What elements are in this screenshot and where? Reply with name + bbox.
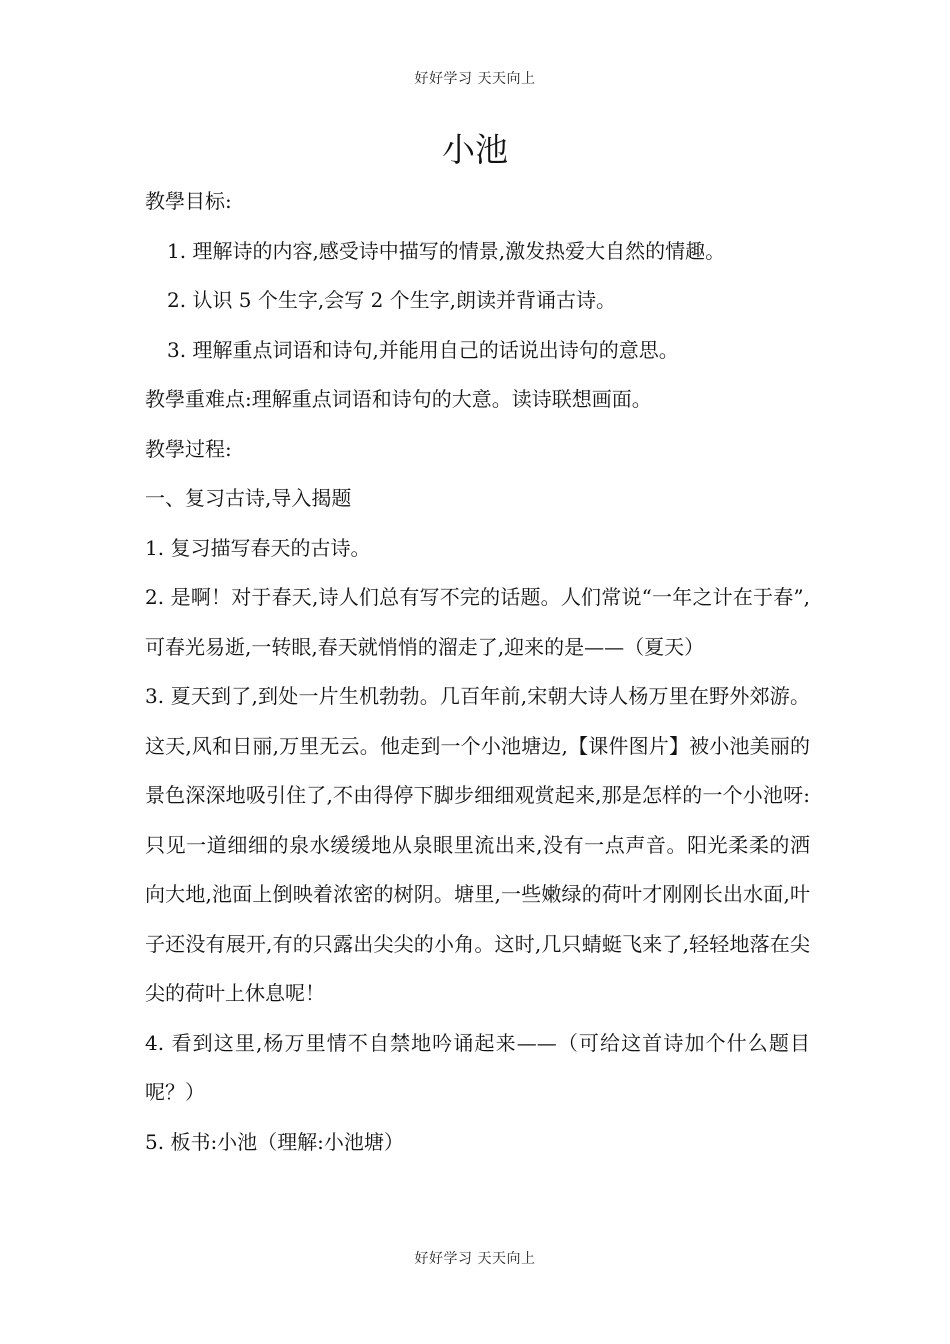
document-body — [145, 177, 810, 1167]
section-heading-process: 教學过程: — [145, 436, 232, 461]
section-heading-objectives: 教學目标: — [145, 189, 232, 213]
document-title: 小池 — [442, 130, 508, 169]
process-paragraph-1: 1. 复习描写春天的古诗。 — [145, 535, 371, 560]
section-heading-key-points: 教學重难点:理解重点词语和诗句的大意。读诗联想画面。 — [145, 387, 652, 411]
process-paragraph-4: 4. 看到这里,杨万里情不自禁地吟诵起来——（可给这首诗加个什么题目呢？） — [145, 1030, 810, 1104]
objective-item-1: 1. 理解诗的内容,感受诗中描写的情景,激发热爱大自然的情趣。 — [167, 238, 726, 263]
page-footer: 好好学习 天天向上 — [414, 1251, 536, 1267]
process-step-heading: 一、复习古诗,导入揭题 — [145, 486, 352, 510]
process-paragraph-5: 5. 板书:小池（理解:小池塘） — [145, 1129, 404, 1154]
objective-item-3: 3. 理解重点词语和诗句,并能用自己的话说出诗句的意思。 — [167, 337, 679, 362]
process-paragraph-3: 3. 夏天到了,到处一片生机勃勃。几百年前,宋朝大诗人杨万里在野外郊游。这天,风和日丽,万里无云。他走到一个小池塘边,【课件图片】被小池美丽的景色深深地吸引住了,不由得停下脚步细细观赏起来,那是怎样的一个小池呀:只见一道细细的泉水缓缓地从泉眼里流出来,没有一点声音。阳光柔柔的洒向大地,池面上倒映着浓密的树阴。塘里,一些嫩绿的荷叶才刚刚长出水面,叶子还没有展开,有的只露出尖尖的小角。这时,几只蜻蜓飞来了,轻轻地落在尖尖的荷叶上休息呢！ — [145, 684, 810, 1005]
page-header: 好好学习 天天向上 — [414, 71, 536, 87]
process-paragraph-2: 2. 是啊！对于春天,诗人们总有写不完的话题。人们常说“一年之计在于春”,可春光易逝,一转眼,春天就悄悄的溜走了,迎来的是——（夏天） — [145, 585, 810, 659]
objective-item-2: 2. 认识 5 个生字,会写 2 个生字,朗读并背诵古诗。 — [167, 288, 617, 312]
